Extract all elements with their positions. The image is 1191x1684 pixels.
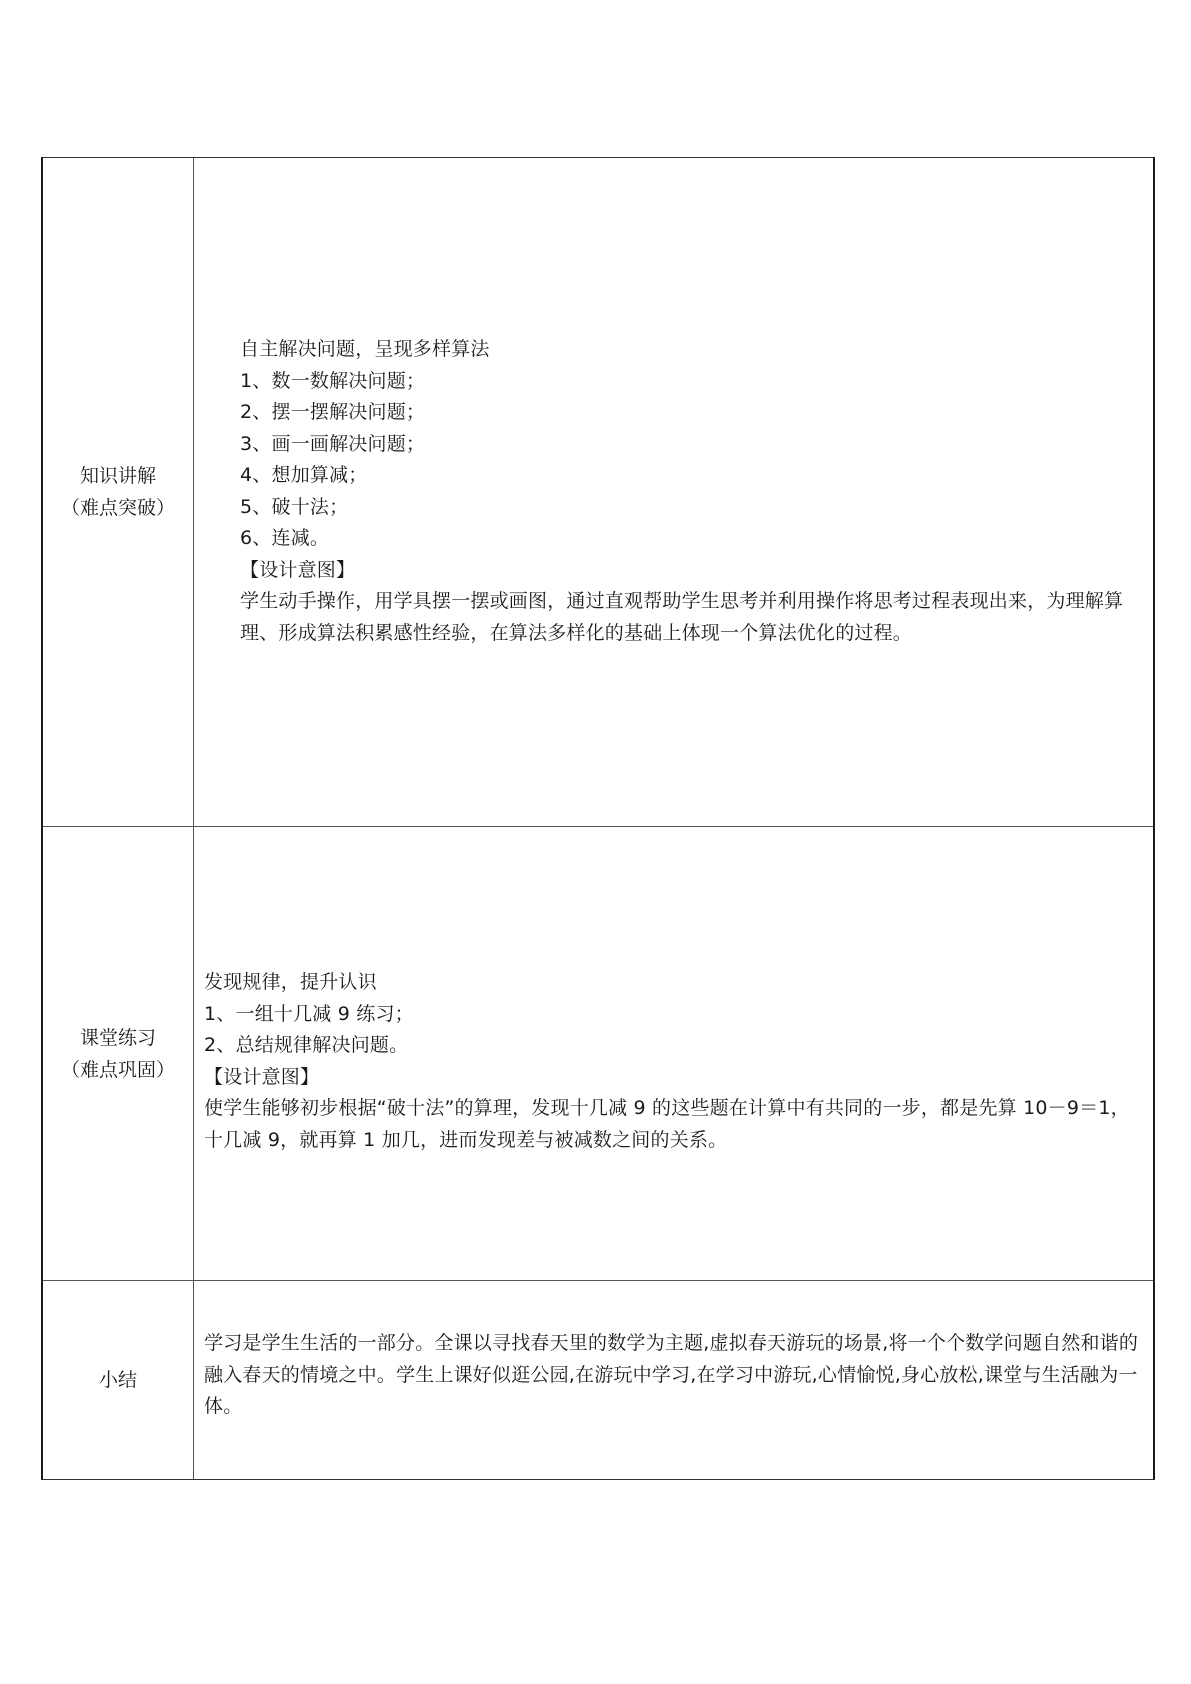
content-text [240,334,1141,649]
row-label-cell [43,1281,194,1479]
content-text [204,1328,1141,1423]
row-label-main: 课堂练习 [79,1026,156,1049]
design-intent-text: 学生动手操作，用学具摆一摆或画图，通过直观帮助学生思考并利用操作将思考过程表现出来，为理解算理、形成算法积累感性经验，在算法多样化的基础上体现一个算法优化的过程。 [240,590,1124,644]
row-label-cell [43,827,194,1280]
list-item: 5、破十法； [240,495,349,518]
list-item: 6、连减。 [240,527,330,549]
content-text [204,967,1141,1156]
design-intent-label: 【设计意图】 [204,1065,320,1088]
design-intent-label: 【设计意图】 [240,558,356,581]
section-heading: 发现规律，提升认识 [204,971,377,993]
table-row-knowledge [43,158,1153,826]
summary-text: 学习是学生生活的一部分。全课以寻找春天里的数学为主题,虚拟春天游玩的场景,将一个个数学问题自然和谐的融入春天的情境之中。学生上课好似逛公园,在游玩中学习,在学习中游玩,心情愉悦,身心放松,课堂与生活融为一体。 [204,1332,1139,1417]
list-item: 2、总结规律解决问题。 [204,1034,409,1056]
list-item: 1、数一数解决问题； [240,369,426,392]
section-heading: 自主解决问题，呈现多样算法 [240,338,490,360]
table-row-practice [43,826,1153,1280]
row-label-main: 小结 [98,1369,137,1391]
list-item: 3、画一画解决问题； [240,432,426,455]
row-label-cell [43,158,194,826]
row-content-cell [194,827,1153,1280]
table-row-summary [43,1280,1153,1479]
row-content-cell [194,1281,1153,1479]
row-content-cell [194,158,1153,826]
design-intent-text: 使学生能够初步根据“破十法”的算理，发现十几减 9 的这些题在计算中有共同的一步，都是先算 10－9＝1，十几减 9，就再算 1 加几，进而发现差与被减数之间的关系。 [204,1097,1130,1151]
lesson-plan-table [41,157,1155,1480]
row-label-sub: （难点突破） [60,497,175,519]
list-item: 1、一组十几减 9 练习； [204,1002,414,1025]
row-label-sub: （难点巩固） [60,1058,175,1081]
list-item: 2、摆一摆解决问题； [240,401,426,423]
list-item: 4、想加算减； [240,464,368,486]
row-label-main: 知识讲解 [79,465,156,487]
